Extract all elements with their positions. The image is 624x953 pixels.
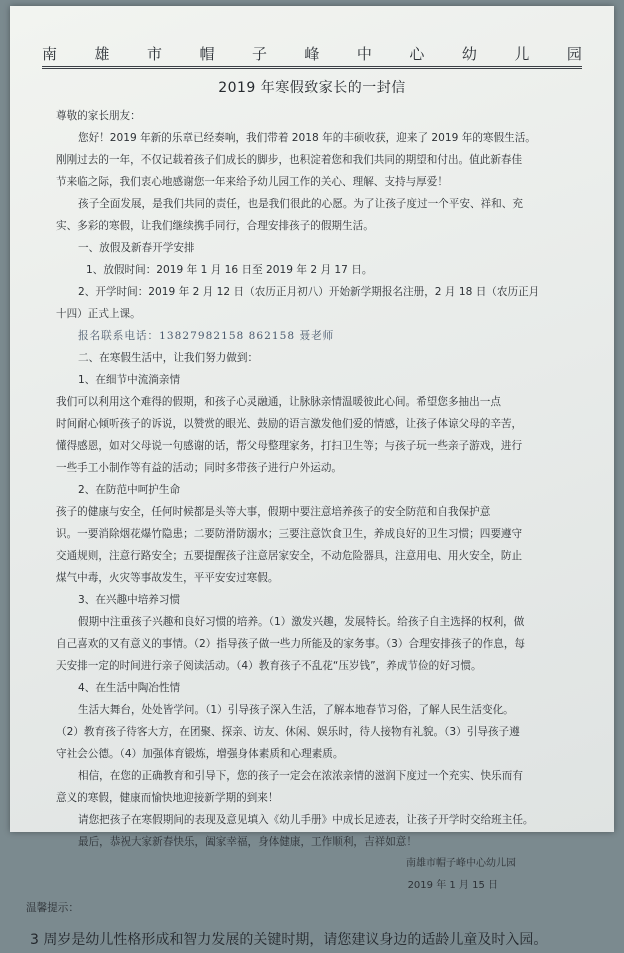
header-char: 雄 <box>94 45 110 63</box>
sub-heading: 2、在防范中呵护生命 <box>78 484 181 496</box>
paragraph: 实、多彩的寒假，让我们继续携手同行，合理安排孩子的假期生活。 <box>56 220 374 232</box>
header-char: 中 <box>356 45 372 63</box>
paragraph: 孩子的健康与安全，任何时候都是头等大事，假期中要注意培养孩子的安全防范和自我保护意 <box>56 506 491 518</box>
section-heading: 二、在寒假生活中，让我们努力做到： <box>78 352 259 364</box>
paragraph: （2）教育孩子待客大方，在团聚、探亲、访友、休闲、娱乐时，待人接物有礼貌。（3）引导孩子遵 <box>56 726 520 738</box>
handwritten-contact: 报名联系电话：13827982158 862158 聂老师 <box>78 330 335 342</box>
paragraph: 最后，恭祝大家新春快乐，阖家幸福，身体健康，工作顺利，吉祥如意！ <box>78 836 417 848</box>
paragraph: 时间耐心倾听孩子的诉说，以赞赏的眼光、鼓励的语言激发他们爱的情感，让孩子体谅父母的辛苦， <box>56 418 523 430</box>
header-char: 峰 <box>304 45 320 63</box>
paragraph: 交通规则，注意行路安全；五要提醒孩子注意居家安全，不动危险器具，注意用电、用火安全，防止 <box>56 550 523 562</box>
header-char: 幼 <box>461 45 477 63</box>
reminder-label: 温馨提示： <box>26 902 79 914</box>
signature: 南雄市帽子峰中心幼儿园 <box>406 858 516 869</box>
paragraph: 懂得感恩，如对父母说一句感谢的话，帮父母整理家务，打扫卫生等；与孩子玩一些亲子游戏，进行 <box>56 440 523 452</box>
paragraph: 我们可以利用这个难得的假期，和孩子心灵融通，让脉脉亲情温暖彼此心间。希望您多抽出一点 <box>56 396 501 408</box>
paragraph: 十四）正式上课。 <box>56 308 141 320</box>
header-char: 心 <box>409 45 425 63</box>
letter-page <box>10 6 614 948</box>
paragraph: 相信，在您的正确教育和引导下，您的孩子一定会在浓浓亲情的滋润下度过一个充实、快乐而有 <box>78 770 523 782</box>
paragraph: 意义的寒假，健康而愉快地迎接新学期的到来！ <box>56 792 279 804</box>
footer-note: 3 周岁是幼儿性格形成和智力发展的关键时期，请您建议身边的适龄儿童及时入园。 <box>30 932 548 948</box>
header-char: 园 <box>566 45 582 63</box>
paragraph: 守社会公德。（4）加强体育锻炼，增强身体素质和心理素质。 <box>56 748 344 760</box>
paragraph: 刚刚过去的一年，不仅记载着孩子们成长的脚步，也积淀着您和我们共同的期望和付出。值此新春佳 <box>56 154 523 166</box>
letter-body <box>10 105 614 897</box>
paragraph: 2、开学时间：2019 年 2 月 12 日（农历正月初八）开始新学期报名注册，2 月 18 日（农历正月 <box>78 286 540 298</box>
sub-heading: 4、在生活中陶冶性情 <box>78 682 181 694</box>
paragraph: 假期中注重孩子兴趣和良好习惯的培养。（1）激发兴趣，发展特长。给孩子自主选择的权利，做 <box>78 616 525 628</box>
paragraph: 自己喜欢的又有意义的事情。（2）指导孩子做一些力所能及的家务事。（3）合理安排孩子的作息，每 <box>56 638 526 650</box>
header-char: 帽 <box>199 45 215 63</box>
paragraph: 识。一要消除烟花爆竹隐患；二要防滑防溺水；三要注意饮食卫生，养成良好的卫生习惯；四要遵守 <box>56 528 523 540</box>
header-char: 南 <box>42 45 58 63</box>
greeting: 尊敬的家长朋友： <box>56 110 141 122</box>
header-char: 子 <box>251 45 267 63</box>
kindergarten-header <box>42 44 582 69</box>
paragraph: 您好！2019 年新的乐章已经奏响，我们带着 2018 年的丰硕收获，迎来了 2019 年的寒假生活。 <box>78 132 536 144</box>
paragraph: 节来临之际，我们衷心地感谢您一年来给予幼儿园工作的关心、理解、支持与厚爱！ <box>56 176 448 188</box>
letter-date: 2019 年 1 月 15 日 <box>407 880 498 891</box>
paragraph: 孩子全面发展，是我们共同的责任，也是我们很此的心愿。为了让孩子度过一个平安、祥和、充 <box>78 198 523 210</box>
header-char: 儿 <box>514 45 530 63</box>
letter-title: 2019 年寒假致家长的一封信 <box>218 80 406 96</box>
paragraph: 生活大舞台，处处皆学问。（1）引导孩子深入生活，了解本地春节习俗，了解人民生活变化。 <box>78 704 514 716</box>
paragraph: 一些手工小制作等有益的活动；同时多带孩子进行户外运动。 <box>56 462 343 474</box>
paragraph: 请您把孩子在寒假期间的表现及意见填入《幼儿手册》中成长足迹表，让孩子开学时交给班主任。 <box>78 814 534 826</box>
paragraph: 煤气中毒，火灾等事故发生，平平安安过寒假。 <box>56 572 279 584</box>
paragraph: 1、放假时间：2019 年 1 月 16 日至 2019 年 2 月 17 日。 <box>86 264 373 276</box>
header-char: 市 <box>146 45 162 63</box>
sub-heading: 3、在兴趣中培养习惯 <box>78 594 181 606</box>
sub-heading: 1、在细节中流淌亲情 <box>78 374 181 386</box>
paragraph: 天安排一定的时间进行亲子阅读活动。（4）教育孩子不乱花“压岁钱”，养成节俭的好习惯。 <box>56 660 482 672</box>
section-heading: 一、放假及新春开学安排 <box>78 242 195 254</box>
